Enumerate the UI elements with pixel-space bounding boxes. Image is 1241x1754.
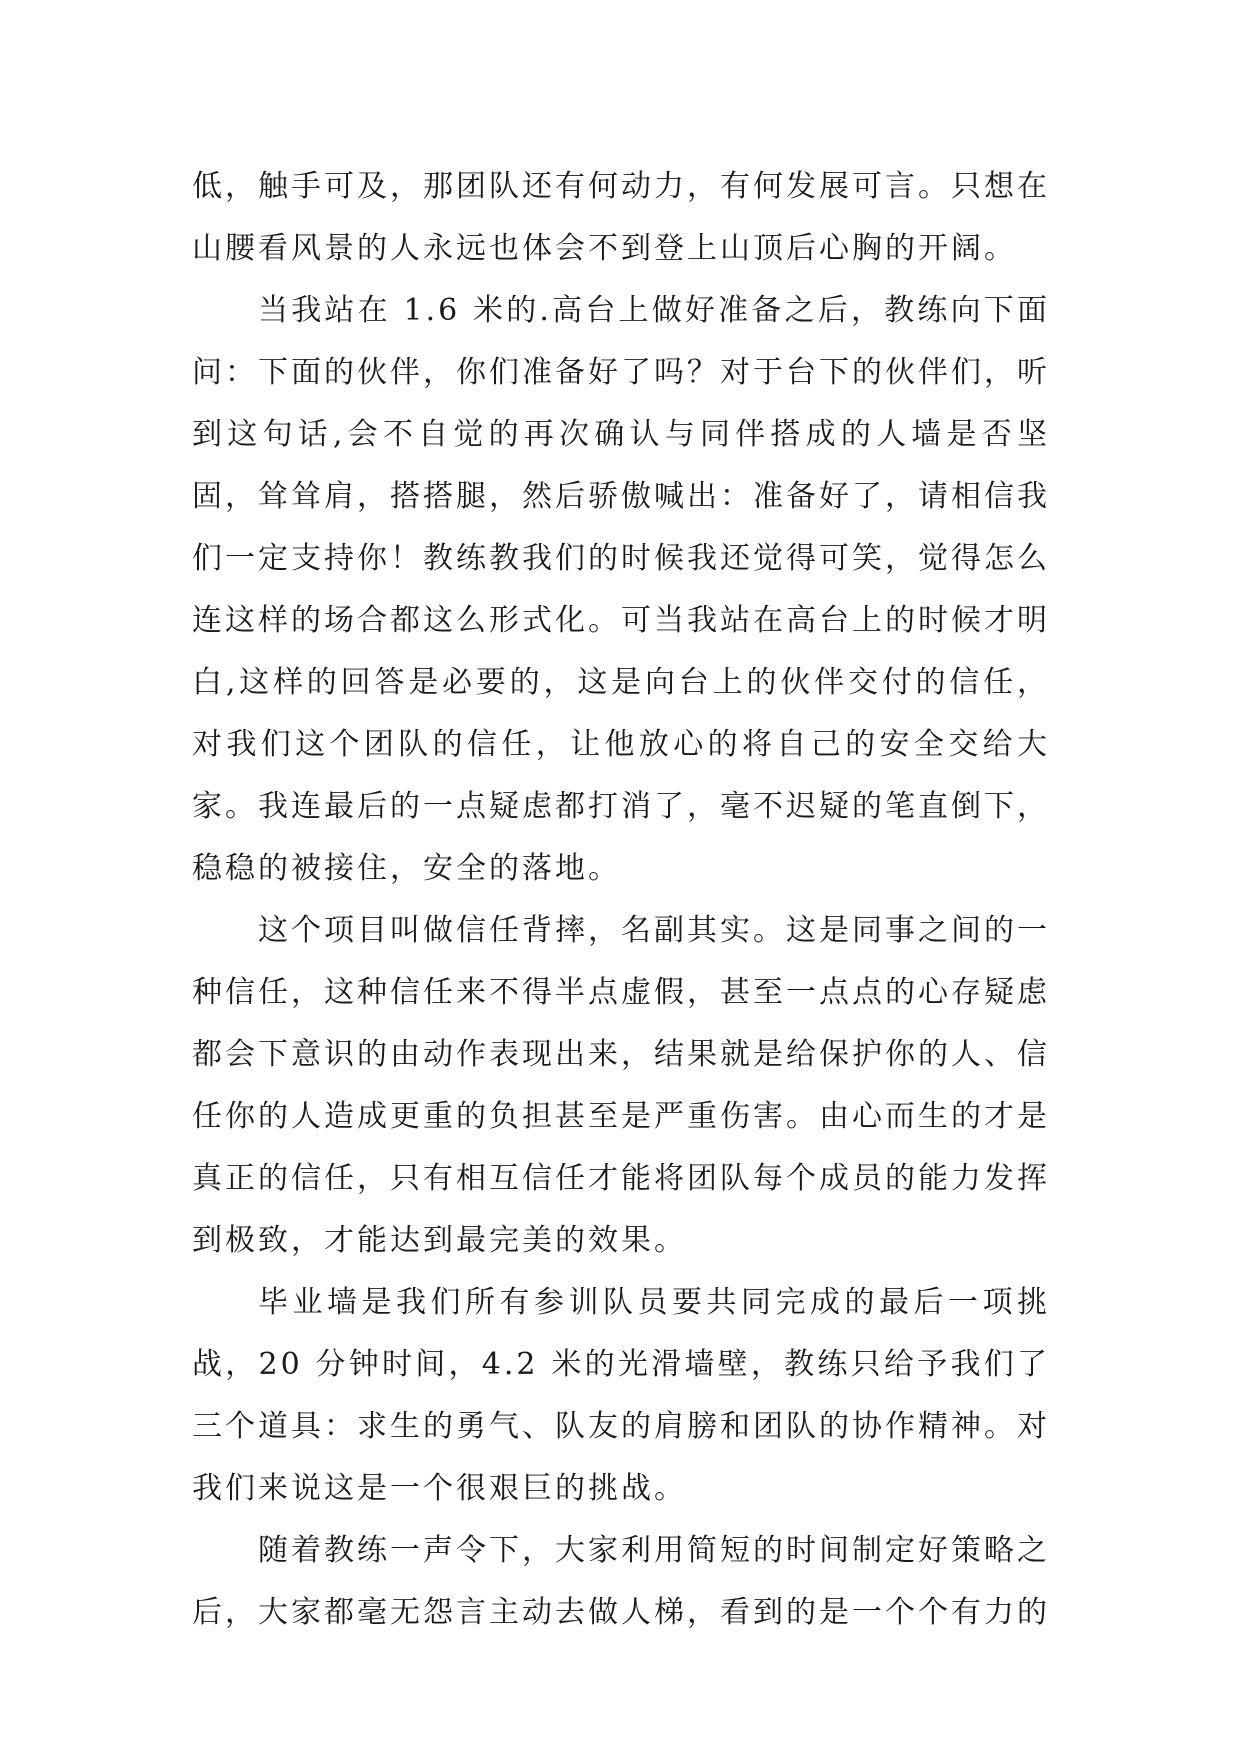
paragraph-5: 随着教练一声令下，大家利用简短的时间制定好策略之后，大家都毫无怨言主动去做人梯，看到的是一个个有力的 [192,1533,1050,1630]
document-body [192,156,1050,1644]
paragraph-4: 毕业墙是我们所有参训队员要共同完成的最后一项挑战，20 分钟时间，4.2 米的光滑墙壁，教练只给予我们了三个道具：求生的勇气、队友的肩膀和团队的协作精神。对我们来说这是一个很艰巨的挑战。 [192,1285,1050,1506]
paragraph-3: 这个项目叫做信任背摔，名副其实。这是同事之间的一种信任，这种信任来不得半点虚假，甚至一点点的心存疑虑都会下意识的由动作表现出来，结果就是给保护你的人、信任你的人造成更重的负担甚至是严重伤害。由心而生的才是真正的信任，只有相互信任才能将团队每个成员的能力发挥到极致，才能达到最完美的效果。 [192,913,1050,1258]
paragraph-2: 当我站在 1.6 米的.高台上做好准备之后，教练向下面问：下面的伙伴，你们准备好了吗？对于台下的伙伴们，听到这句话,会不自觉的再次确认与同伴搭成的人墙是否坚固，耸耸肩，搭搭腿，然后骄傲喊出：准备好了，请相信我们一定支持你！教练教我们的时候我还觉得可笑，觉得怎么连这样的场合都这么形式化。可当我站在高台上的时候才明白,这样的回答是必要的，这是向台上的伙伴交付的信任，对我们这个团队的信任，让他放心的将自己的安全交给大家。我连最后的一点疑虑都打消了，毫不迟疑的笔直倒下，稳稳的被接住，安全的落地。 [192,293,1050,886]
paragraph-1: 低，触手可及，那团队还有何动力，有何发展可言。只想在山腰看风景的人永远也体会不到登上山顶后心胸的开阔。 [192,169,1050,266]
